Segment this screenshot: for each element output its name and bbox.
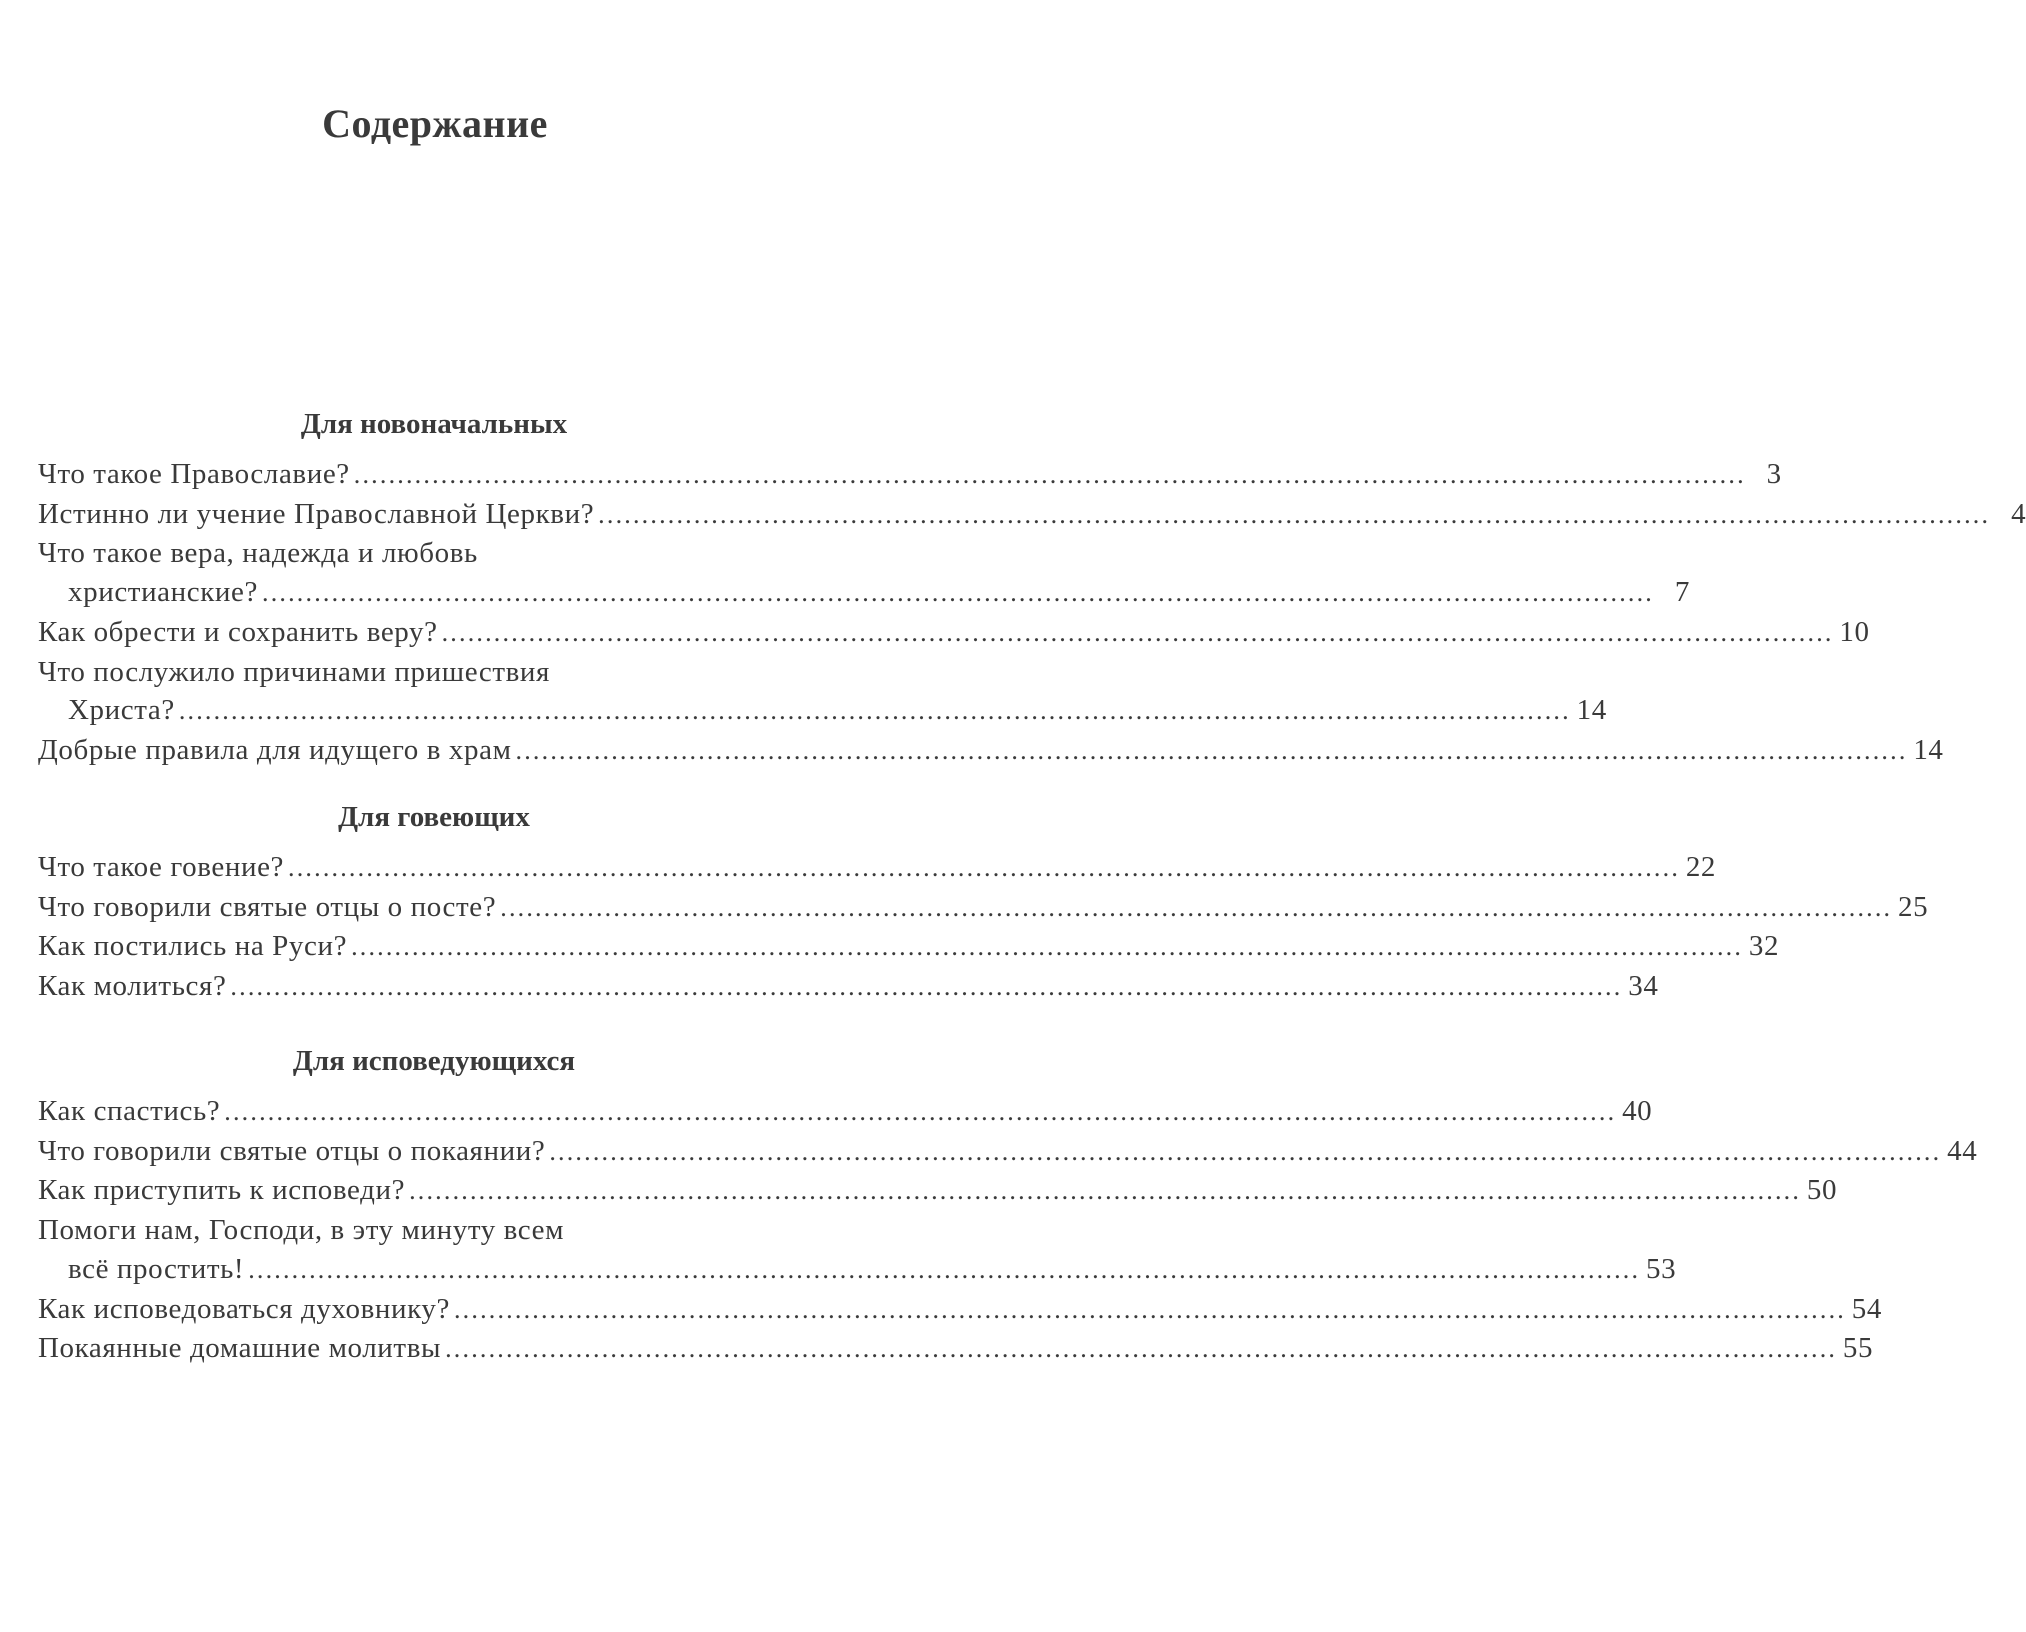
toc-entry[interactable]	[38, 927, 1780, 967]
dot-leader: ................................................................................................................................................................	[445, 1334, 1838, 1364]
entry-title: Что такое вера, надежда и любовь	[38, 537, 478, 570]
toc-entry[interactable]	[38, 1211, 1677, 1289]
entry-title-continuation: Христа?	[68, 694, 175, 727]
toc-entry[interactable]	[38, 1329, 1874, 1369]
entry-title: Что говорили святые отцы о посте?	[38, 890, 497, 923]
toc-section-confession	[38, 1045, 1978, 1369]
dot-leader: ................................................................................................................................................................	[353, 460, 1746, 489]
dot-leader: ................................................................................................................................................................	[409, 1176, 1802, 1206]
entry-title: Помоги нам, Господи, в эту минуту всем	[38, 1214, 565, 1247]
dot-leader: ................................................................................................................................................................	[288, 853, 1681, 882]
entry-title: Что такое Православие?	[38, 458, 350, 490]
page-number: 34	[1628, 970, 1659, 1003]
page-number: 53	[1645, 1252, 1677, 1285]
dot-leader: ................................................................................................................................................................	[248, 1254, 1641, 1284]
toc-list	[38, 1092, 1978, 1369]
section-heading: Для говеющих	[338, 801, 530, 833]
entry-title: Как обрести и сохранить веру?	[38, 615, 438, 648]
toc-entry[interactable]	[38, 1132, 1978, 1172]
entry-title: Покаянные домашние молитвы	[38, 1332, 442, 1365]
entry-title: Что послужило причинами пришествия	[38, 655, 550, 688]
toc-entry[interactable]	[38, 1171, 1838, 1211]
toc-entry[interactable]	[38, 967, 1659, 1007]
page-number: 50	[1806, 1174, 1838, 1207]
page-number: 7	[1674, 576, 1690, 609]
page-number: 10	[1839, 615, 1870, 648]
entry-title: Как приступить к исповеди?	[38, 1174, 406, 1207]
toc-entry[interactable]	[38, 455, 1782, 495]
page-number: 4	[2011, 497, 2026, 530]
toc-section-beginners	[38, 408, 2026, 771]
entry-title: Как исповедоваться духовнику?	[38, 1292, 450, 1325]
entry-title: Истинно ли учение Православной Церкви?	[38, 497, 595, 530]
page-number: 44	[1947, 1134, 1978, 1167]
dot-leader: ................................................................................................................................................................	[224, 1097, 1617, 1126]
page-number: 14	[1913, 733, 1944, 766]
dot-leader: ................................................................................................................................................................	[500, 892, 1893, 922]
toc-section-fasting	[38, 801, 1929, 1007]
page-title: Содержание	[322, 101, 548, 146]
entry-title: Как молиться?	[38, 970, 227, 1003]
dot-leader: ................................................................................................................................................................	[262, 578, 1654, 608]
toc-entry[interactable]	[38, 613, 1870, 653]
entry-title: Добрые правила для идущего в храм	[38, 733, 512, 766]
entry-title: Как спастись?	[38, 1095, 221, 1127]
dot-leader: ................................................................................................................................................................	[441, 617, 1834, 647]
dot-leader: ................................................................................................................................................................	[178, 696, 1571, 726]
dot-leader: ................................................................................................................................................................	[351, 932, 1744, 962]
toc-entry[interactable]	[38, 495, 2026, 535]
page-number: 54	[1851, 1292, 1882, 1325]
dot-leader: ................................................................................................................................................................	[549, 1136, 1942, 1166]
page-number: 55	[1842, 1332, 1874, 1365]
toc-entry[interactable]	[38, 888, 1929, 928]
page-number: 3	[1766, 458, 1782, 490]
toc-entry[interactable]	[38, 731, 1944, 771]
toc-entry[interactable]	[38, 653, 1607, 731]
dot-leader: ................................................................................................................................................................	[230, 972, 1623, 1002]
section-heading: Для исповедующихся	[292, 1045, 576, 1077]
page-number: 40	[1622, 1095, 1653, 1127]
page-number: 25	[1898, 890, 1929, 923]
section-heading: Для новоначальных	[300, 408, 568, 440]
toc-entry[interactable]	[38, 1092, 1653, 1132]
toc-entry[interactable]	[38, 1290, 1882, 1330]
toc-entry[interactable]	[38, 534, 1690, 612]
dot-leader: ................................................................................................................................................................	[453, 1294, 1846, 1324]
page-number: 22	[1685, 851, 1717, 883]
toc-list	[38, 455, 2026, 771]
page-number: 14	[1576, 694, 1607, 727]
dot-leader: ................................................................................................................................................................	[515, 735, 1908, 765]
entry-title: Что такое говение?	[38, 851, 285, 883]
entry-title: Что говорили святые отцы о покаянии?	[38, 1134, 546, 1167]
dot-leader: ................................................................................................................................................................	[598, 499, 1991, 529]
entry-title-continuation: христианские?	[68, 576, 258, 609]
entry-title: Как постились на Руси?	[38, 930, 348, 963]
entry-title-continuation: всё простить!	[68, 1252, 245, 1285]
toc-entry[interactable]	[38, 848, 1717, 888]
toc-list	[38, 848, 1929, 1007]
page-number: 32	[1748, 930, 1780, 963]
